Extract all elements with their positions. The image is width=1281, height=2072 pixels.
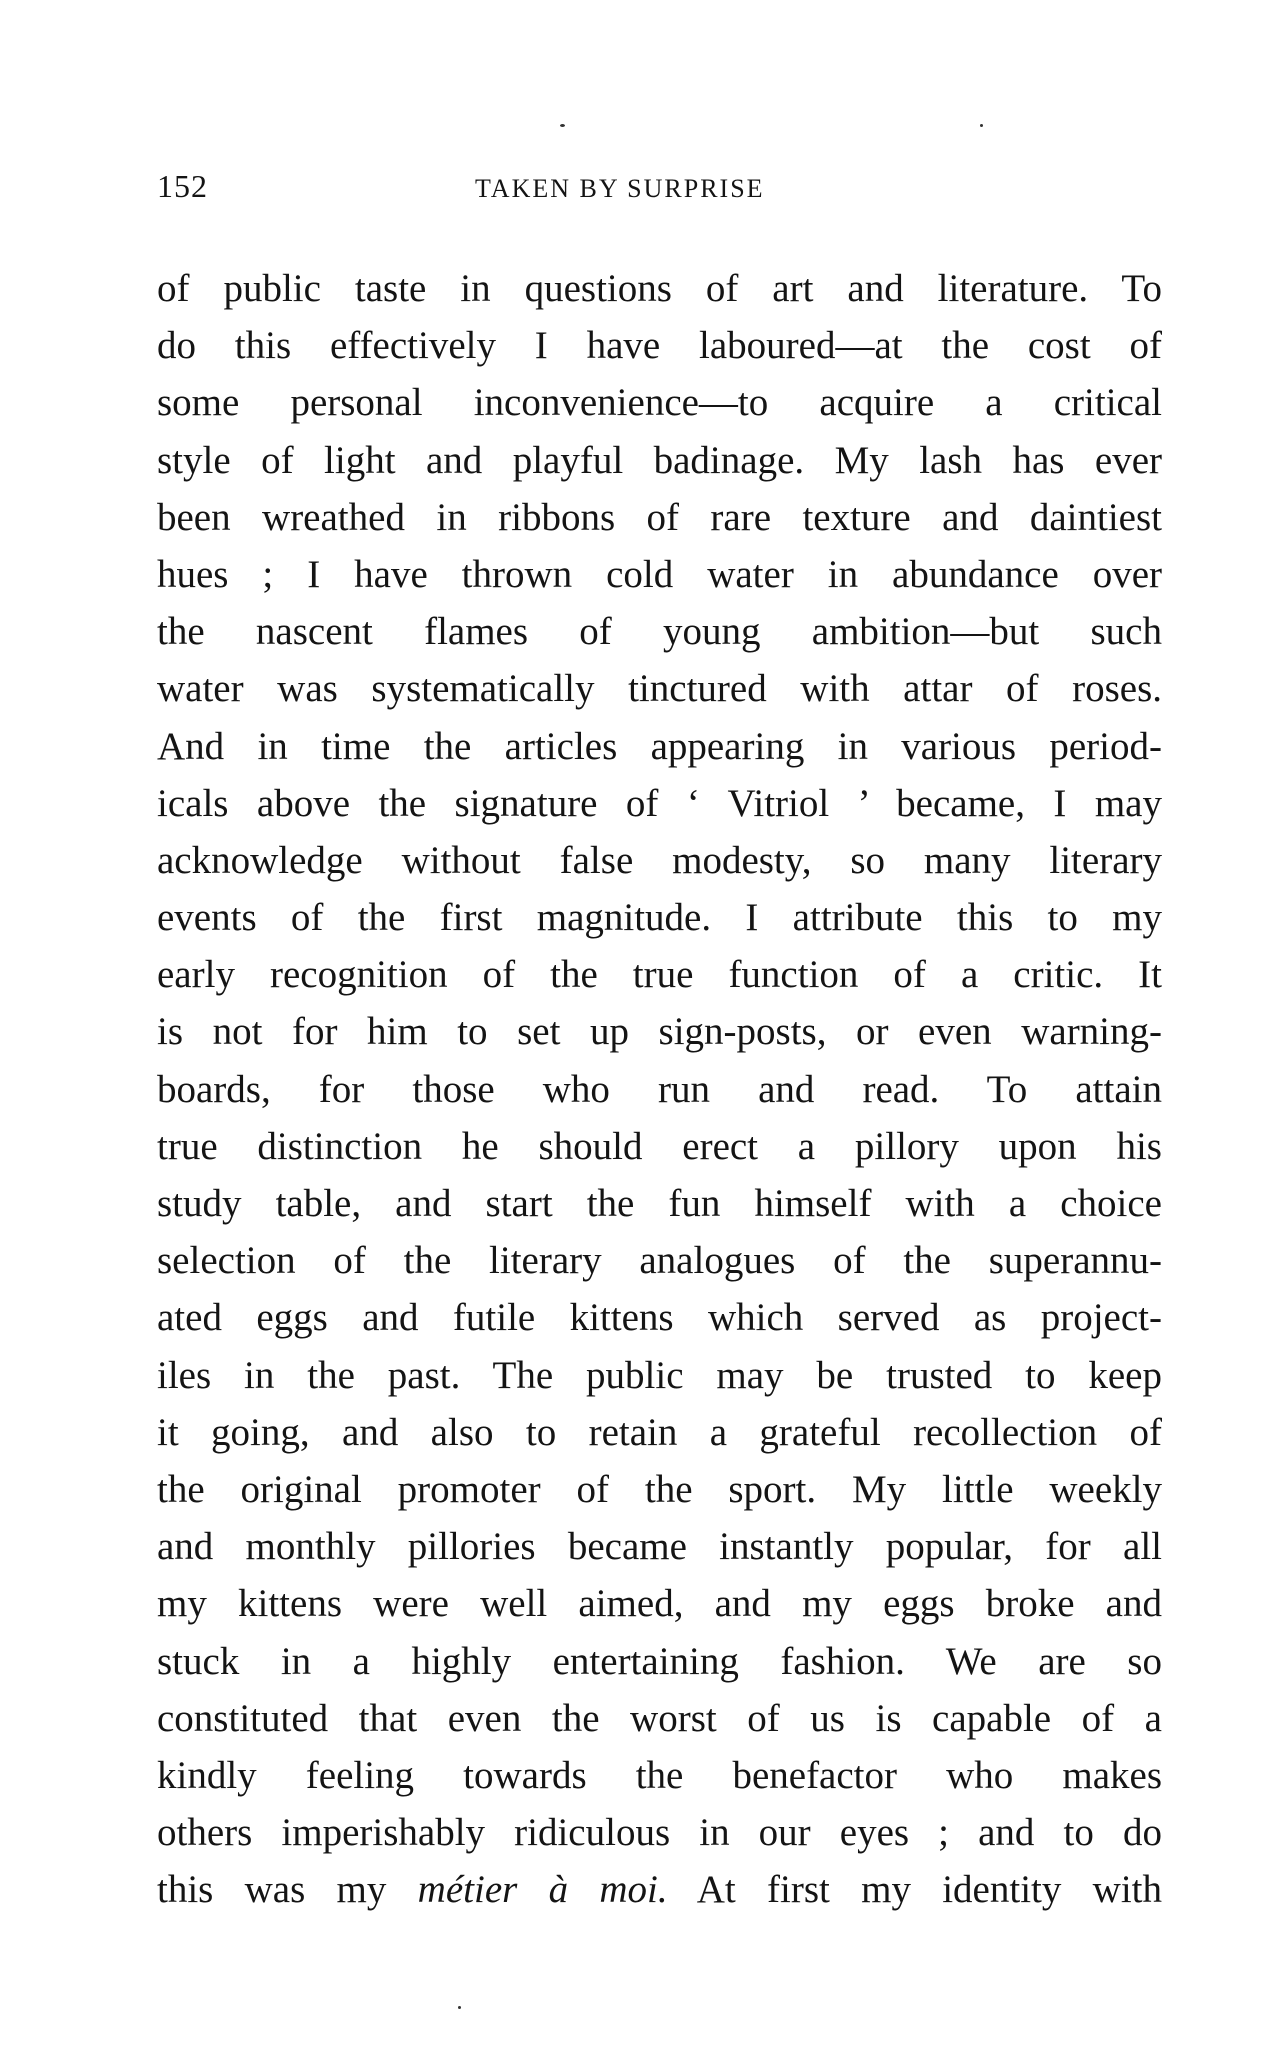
body-text <box>157 260 1162 1918</box>
text-line: study table, and start the fun himself with a choice <box>157 1182 1162 1225</box>
text-line: it going, and also to retain a grateful recollection of <box>157 1410 1162 1454</box>
text-line: do this effectively I have laboured—at the cost of <box>157 324 1162 368</box>
text-line: of public taste in questions of art and literature. To <box>157 267 1162 310</box>
running-title: TAKEN BY SURPRISE <box>475 174 765 203</box>
text-line: selection of the literary analogues of the superannu- <box>157 1239 1162 1283</box>
text-line: iles in the past. The public may be trusted to keep <box>157 1353 1162 1397</box>
final-line-start: this was my <box>157 1868 418 1912</box>
final-line-end: At first my identity with <box>667 1868 1162 1912</box>
page-header <box>157 168 1157 218</box>
text-line-final <box>157 1861 1162 1918</box>
text-line: style of light and playful badinage. My lash has ever <box>157 438 1162 482</box>
text-line: kindly feeling towards the benefactor who makes <box>157 1753 1162 1797</box>
print-speck <box>458 2006 461 2009</box>
text-line: is not for him to set up sign-posts, or even warning- <box>157 1010 1162 1054</box>
print-speck <box>980 124 983 127</box>
text-line: my kittens were well aimed, and my eggs broke and <box>157 1582 1162 1626</box>
text-line: others imperishably ridiculous in our eyes ; and to do <box>157 1811 1162 1855</box>
text-line: early recognition of the true function of a critic. It <box>157 953 1162 997</box>
page-number: 152 <box>157 168 208 204</box>
text-line: icals above the signature of ‘ Vitriol ’ became, I may <box>157 781 1162 825</box>
text-line: events of the first magnitude. I attribute this to my <box>157 896 1162 940</box>
print-speck <box>560 124 565 127</box>
text-line: and monthly pillories became instantly popular, for all <box>157 1525 1162 1569</box>
text-line: some personal inconvenience—to acquire a critical <box>157 381 1162 425</box>
text-line: ated eggs and futile kittens which served as project- <box>157 1296 1162 1340</box>
text-line: acknowledge without false modesty, so many literary <box>157 838 1162 882</box>
text-line: constituted that even the worst of us is capable of a <box>157 1696 1162 1740</box>
text-line: the nascent flames of young ambition—but such <box>157 610 1162 654</box>
italic-phrase: métier à moi. <box>417 1868 668 1912</box>
text-line: water was systematically tinctured with attar of roses. <box>157 667 1162 711</box>
text-line: the original promoter of the sport. My little weekly <box>157 1467 1162 1511</box>
text-line: been wreathed in ribbons of rare texture and daintiest <box>157 495 1162 539</box>
text-line: And in time the articles appearing in various period- <box>157 724 1162 768</box>
text-line: true distinction he should erect a pillory upon his <box>157 1124 1162 1168</box>
text-line: hues ; I have thrown cold water in abundance over <box>157 552 1162 596</box>
text-line: boards, for those who run and read. To attain <box>157 1067 1162 1111</box>
text-line: stuck in a highly entertaining fashion. We are so <box>157 1639 1162 1683</box>
